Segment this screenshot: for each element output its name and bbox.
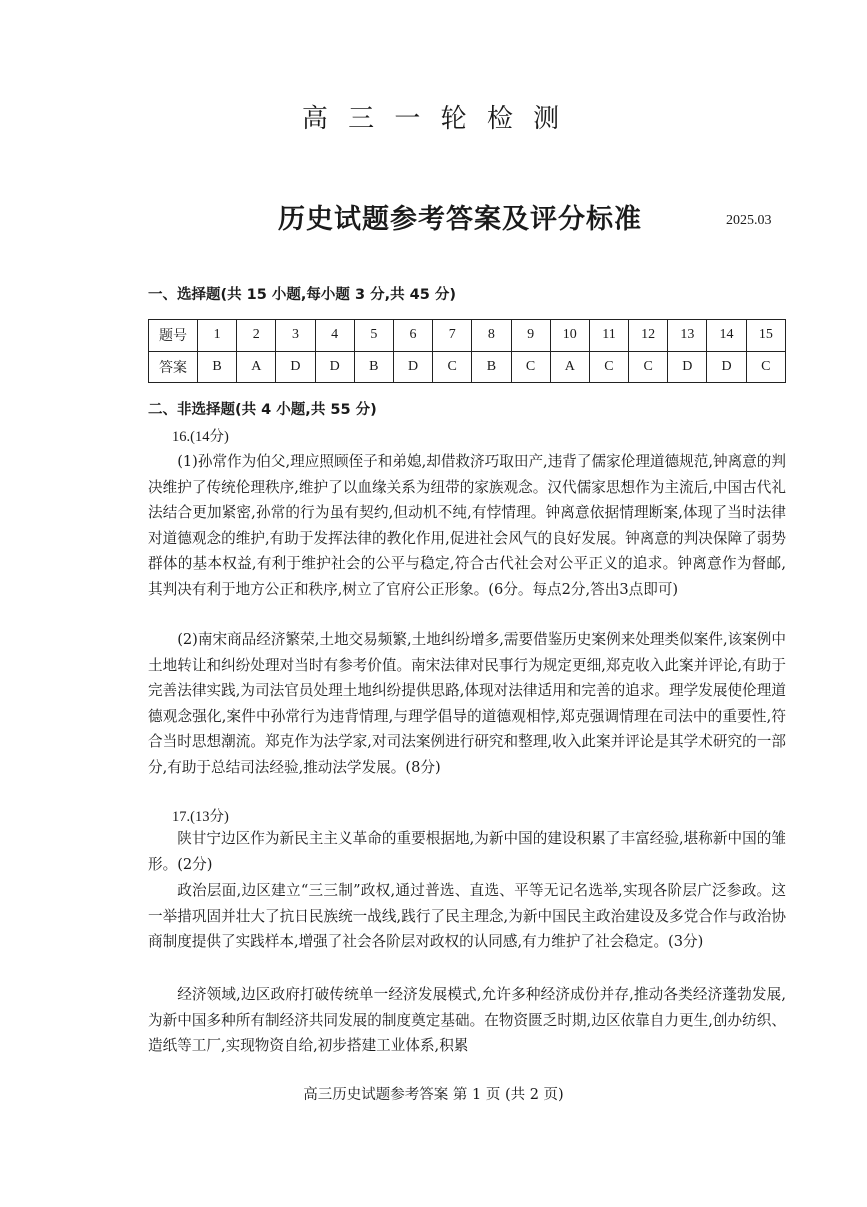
question-number: 11 — [589, 320, 628, 352]
question-number: 1 — [198, 320, 237, 352]
question-number: 12 — [629, 320, 668, 352]
question-number: 9 — [511, 320, 550, 352]
answer-cell: A — [237, 351, 276, 383]
answer-cell: B — [472, 351, 511, 383]
question-number: 14 — [707, 320, 746, 352]
question-number: 6 — [393, 320, 432, 352]
question-17-economic: 经济领域,边区政府打破传统单一经济发展模式,允许多种经济成份并存,推动各类经济蓬勃发展,为新中国多种所有制经济共同发展的制度奠定基础。在物资匮乏时期,边区依靠自力更生,创办纺织、造纸等工厂,实现物资自给,初步搭建工业体系,积累 — [148, 986, 786, 1055]
answer-cell: D — [393, 351, 432, 383]
question-number: 10 — [550, 320, 589, 352]
section-1-heading: 一、选择题(共 15 小题,每小题 3 分,共 45 分) — [148, 287, 457, 303]
question-number: 13 — [668, 320, 707, 352]
question-17-intro: 陕甘宁边区作为新民主主义革命的重要根据地,为新中国的建设积累了丰富经验,堪称新中国的雏形。(2分) — [148, 830, 786, 873]
answer-key-title: 历史试题参考答案及评分标准 — [278, 204, 642, 235]
answer-row — [149, 351, 786, 383]
answer-cell: D — [668, 351, 707, 383]
question-number: 8 — [472, 320, 511, 352]
question-number: 3 — [276, 320, 315, 352]
question-number: 7 — [433, 320, 472, 352]
answer-cell: D — [707, 351, 746, 383]
question-16-part-2-answer: (2)南宋商品经济繁荣,土地交易频繁,土地纠纷增多,需要借鉴历史案例来处理类似案件,该案例中土地转让和纠纷处理对当时有参考价值。南宋法律对民事行为规定更细,郑克收入此案并评论,有助于完善法律实践,为司法官员处理土地纠纷提供思路,体现对法律适用和完善的追求。理学发展使伦理道德观念强化,案件中孙常行为违背情理,与理学倡导的道德观相悖,郑克强调情理在司法中的重要性,符合当时思想潮流。郑克作为法学家,对司法案例进行研究和整理,收入此案并评论是其学术研究的一部分,有助于总结司法经验,推动法学发展。(8分) — [148, 631, 786, 776]
question-number: 4 — [315, 320, 354, 352]
answer-table — [148, 319, 786, 383]
answer-cell: B — [198, 351, 237, 383]
answer-cell: C — [433, 351, 472, 383]
answer-cell: A — [550, 351, 589, 383]
answer-cell: D — [315, 351, 354, 383]
answer-cell: C — [746, 351, 785, 383]
answer-cell: C — [589, 351, 628, 383]
answer-cell: C — [629, 351, 668, 383]
question-number-row — [149, 320, 786, 352]
exam-header-title: 高 三 一 轮 检 测 — [301, 104, 566, 134]
question-number: 5 — [354, 320, 393, 352]
row-label-answer: 答案 — [149, 351, 198, 383]
question-number: 2 — [237, 320, 276, 352]
question-17-label: 17.(13分) — [172, 809, 229, 825]
exam-date: 2025.03 — [726, 213, 772, 228]
question-16-part-1-answer: (1)孙常作为伯父,理应照顾侄子和弟媳,却借救济巧取田产,违背了儒家伦理道德规范,钟离意的判决维护了传统伦理秩序,维护了以血缘关系为纽带的家族观念。汉代儒家思想作为主流后,中国古代礼法结合更加紧密,孙常的行为虽有契约,但动机不纯,有悖情理。钟离意依据情理断案,体现了当时法律对道德观念的维护,有助于发挥法律的教化作用,促进社会风气的良好发展。钟离意的判决保障了弱势群体的基本权益,有利于维护社会的公平与稳定,符合古代社会对公平正义的追求。钟离意作为督邮,其判决有利于地方公正和秩序,树立了官府公正形象。(6分。每点2分,答出3点即可) — [148, 453, 786, 598]
question-number: 15 — [746, 320, 785, 352]
answer-cell: C — [511, 351, 550, 383]
page-footer: 高三历史试题参考答案 第 1 页 (共 2 页) — [303, 1087, 564, 1103]
section-2-heading: 二、非选择题(共 4 小题,共 55 分) — [148, 402, 377, 418]
question-17-political: 政治层面,边区建立“三三制”政权,通过普选、直选、平等无记名选举,实现各阶层广泛参政。这一举措巩固并壮大了抗日民族统一战线,践行了民主理念,为新中国民主政治建设及多党合作与政治协商制度提供了实践样本,增强了社会各阶层对政权的认同感,有力维护了社会稳定。(3分) — [148, 882, 786, 951]
row-label-number: 题号 — [149, 320, 198, 352]
answer-cell: D — [276, 351, 315, 383]
question-16-label: 16.(14分) — [172, 429, 229, 445]
answer-cell: B — [354, 351, 393, 383]
